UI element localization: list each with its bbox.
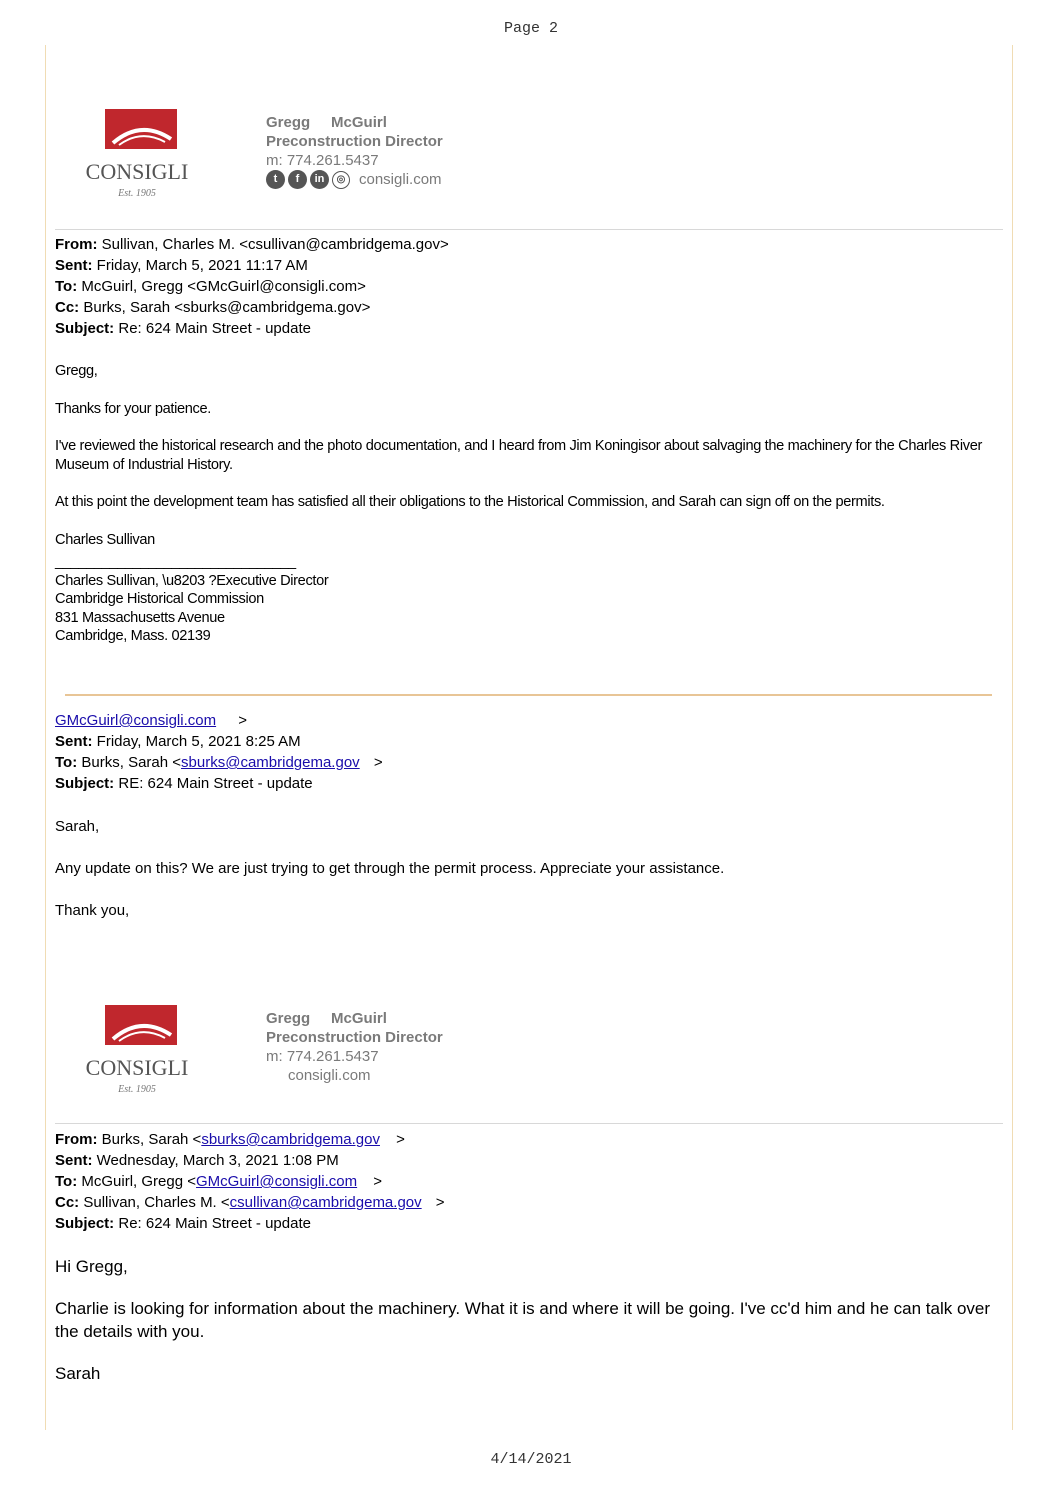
cc-value: Burks, Sarah <sburks@cambridgema.gov> xyxy=(83,299,371,316)
paragraph: Any update on this? We are just trying to get through the permit process. Appreciate your assistance. xyxy=(55,860,725,877)
subject-value: Re: 624 Main Street - update xyxy=(118,1215,311,1232)
sent-label: Sent: xyxy=(55,733,93,750)
signature-line: Cambridge Historical Commission xyxy=(55,591,264,607)
from-name: Burks, Sarah < xyxy=(101,1131,202,1148)
paragraph: I've reviewed the historical research and the photo documentation, and I heard from Jim Koningisor about salvaging the machinery for the Charles River Museum of Industrial History. xyxy=(55,438,982,473)
greeting: Gregg, xyxy=(55,363,98,379)
to-tail: > xyxy=(369,1173,383,1190)
greeting: Sarah, xyxy=(55,818,100,835)
email-header xyxy=(55,234,449,339)
paragraph: At this point the development team has satisfied all their obligations to the Historical Commission, and Sarah can sign off on the permits. xyxy=(55,494,885,510)
email-body xyxy=(55,816,1005,921)
from-label: From: xyxy=(55,1131,98,1148)
sent-value: Friday, March 5, 2021 8:25 AM xyxy=(96,733,301,750)
sig-first-name: Gregg xyxy=(266,1010,311,1027)
sent-value: Wednesday, March 3, 2021 1:08 PM xyxy=(96,1152,339,1169)
sig-title: Preconstruction Director xyxy=(266,1029,443,1046)
section-divider xyxy=(65,694,992,696)
sent-value: Friday, March 5, 2021 11:17 AM xyxy=(96,257,308,274)
from-tail: > xyxy=(391,1131,405,1148)
linkedin-icon[interactable]: in xyxy=(310,170,329,189)
sig-website[interactable]: consigli.com xyxy=(359,171,442,188)
signature-block xyxy=(75,107,495,207)
subject-value: RE: 624 Main Street - update xyxy=(118,775,313,792)
from-tail: > xyxy=(234,712,248,729)
signature-text xyxy=(266,1009,443,1085)
signature-line: Charles Sullivan, \u8203 ?Executive Director xyxy=(55,572,329,589)
logo-word: CONSIGLI xyxy=(85,159,189,184)
sig-last-name: McGuirl xyxy=(331,114,387,131)
cc-tail: > xyxy=(431,1194,445,1211)
closing: Sarah xyxy=(55,1364,101,1383)
subject-value: Re: 624 Main Street - update xyxy=(118,320,311,337)
to-email-link[interactable]: GMcGuirl@consigli.com xyxy=(196,1173,358,1190)
logo-est: Est. 1905 xyxy=(118,188,156,199)
sig-title: Preconstruction Director xyxy=(266,133,443,150)
to-tail: > xyxy=(369,754,383,771)
instagram-icon[interactable]: ◎ xyxy=(332,171,350,189)
twitter-icon[interactable]: t xyxy=(266,170,285,189)
paragraph: Charlie is looking for information about the machinery. What it is and where it will be going. I've cc'd him and he can talk over the details with you. xyxy=(55,1299,991,1341)
sig-first-name: Gregg xyxy=(266,114,311,131)
greeting: Hi Gregg, xyxy=(55,1257,128,1276)
closing: Thank you, xyxy=(55,902,130,919)
email-header xyxy=(55,710,383,794)
subject-label: Subject: xyxy=(55,775,115,792)
from-email-link[interactable]: GMcGuirl@consigli.com xyxy=(55,712,217,729)
to-name: Burks, Sarah < xyxy=(81,754,182,771)
to-value: McGuirl, Gregg <GMcGuirl@consigli.com> xyxy=(81,278,366,295)
to-name: McGuirl, Gregg < xyxy=(81,1173,197,1190)
consigli-logo xyxy=(75,107,205,202)
sig-last-name: McGuirl xyxy=(331,1010,387,1027)
from-value: Sullivan, Charles M. <csullivan@cambridgema.gov> xyxy=(101,236,449,253)
signature-line: 831 Massachusetts Avenue xyxy=(55,609,225,626)
divider xyxy=(55,229,1003,230)
page-header: Page 2 xyxy=(503,20,558,37)
signature-line: Cambridge, Mass. 02139 xyxy=(55,628,211,644)
sig-mobile: m: 774.261.5437 xyxy=(266,1048,379,1065)
email-header xyxy=(55,1129,445,1234)
signature-rule: _______________________________ xyxy=(55,554,296,570)
to-email-link[interactable]: sburks@cambridgema.gov xyxy=(181,754,360,771)
cc-name: Sullivan, Charles M. < xyxy=(83,1194,230,1211)
to-label: To: xyxy=(55,278,78,295)
right-margin-line xyxy=(1012,45,1013,1430)
cc-email-link[interactable]: csullivan@cambridgema.gov xyxy=(229,1194,422,1211)
sent-label: Sent: xyxy=(55,1152,93,1169)
sig-website[interactable]: consigli.com xyxy=(288,1067,371,1084)
from-email-link[interactable]: sburks@cambridgema.gov xyxy=(201,1131,380,1148)
closing: Charles Sullivan xyxy=(55,531,155,548)
facebook-icon[interactable]: f xyxy=(288,170,307,189)
sent-label: Sent: xyxy=(55,257,93,274)
logo-word: CONSIGLI xyxy=(85,1055,189,1080)
subject-label: Subject: xyxy=(55,320,115,337)
cc-label: Cc: xyxy=(55,1194,80,1211)
cc-label: Cc: xyxy=(55,299,80,316)
from-label: From: xyxy=(55,236,98,253)
sig-mobile: m: 774.261.5437 xyxy=(266,152,379,169)
logo-est: Est. 1905 xyxy=(118,1084,156,1095)
paragraph: Thanks for your patience. xyxy=(55,400,211,417)
divider xyxy=(55,1123,1003,1124)
email-body xyxy=(55,1255,1000,1385)
to-label: To: xyxy=(55,754,78,771)
signature-text xyxy=(266,113,443,189)
consigli-logo xyxy=(75,1003,205,1098)
subject-label: Subject: xyxy=(55,1215,115,1232)
email-body xyxy=(55,362,1005,646)
signature-block xyxy=(75,1003,495,1103)
to-label: To: xyxy=(55,1173,78,1190)
page-footer: 4/14/2021 xyxy=(490,1451,572,1468)
left-margin-line xyxy=(45,45,46,1430)
